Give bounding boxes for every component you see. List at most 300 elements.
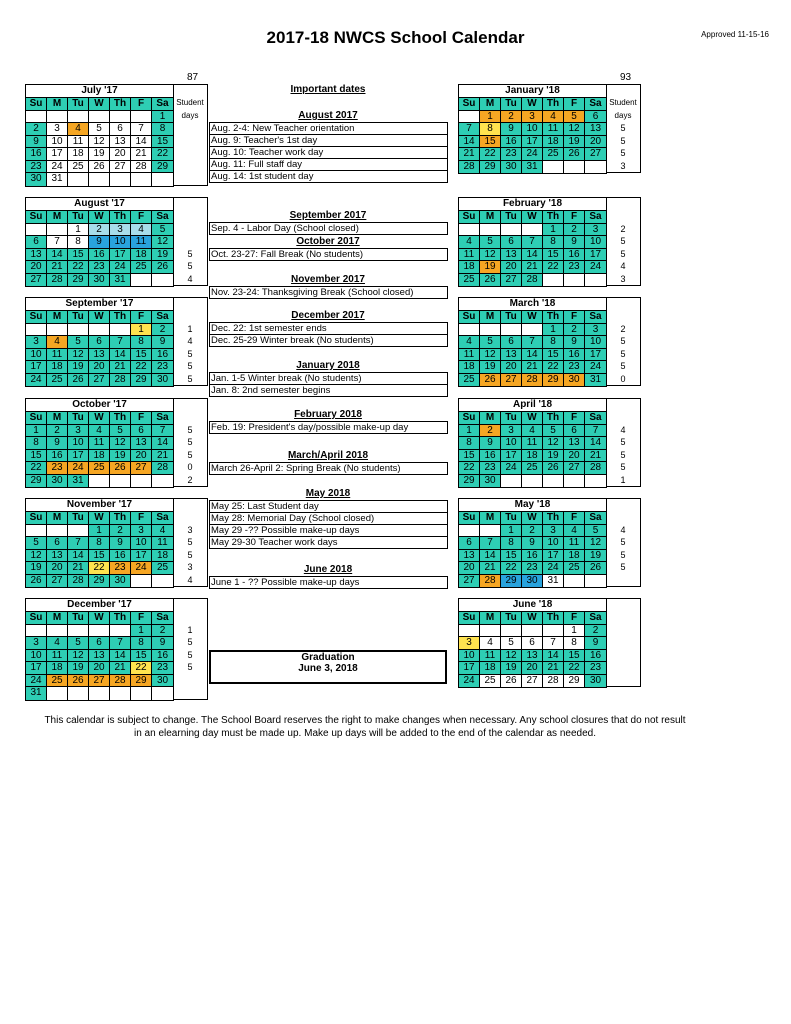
day-cell: 29 bbox=[501, 575, 522, 588]
day-cell: 3 bbox=[26, 336, 47, 349]
day-cell: 18 bbox=[68, 148, 89, 161]
student-days-value: 5 bbox=[620, 348, 626, 359]
day-cell: 8 bbox=[131, 336, 152, 349]
day-cell: 13 bbox=[89, 349, 110, 362]
weekday-header: Su bbox=[459, 98, 480, 111]
weekday-header: Tu bbox=[501, 211, 522, 224]
day-cell: 30 bbox=[564, 374, 585, 387]
day-cell: 14 bbox=[68, 550, 89, 563]
day-cell: 18 bbox=[47, 662, 68, 675]
day-cell bbox=[68, 525, 89, 538]
day-cell: 24 bbox=[131, 562, 152, 575]
day-cell: 7 bbox=[152, 425, 173, 438]
weekday-header: Th bbox=[543, 98, 564, 111]
day-cell: 1 bbox=[68, 224, 89, 237]
weekday-header: Su bbox=[26, 512, 47, 525]
day-cell: 22 bbox=[131, 361, 152, 374]
student-days-value: 5 bbox=[620, 148, 626, 158]
day-cell: 16 bbox=[522, 550, 543, 563]
day-cell: 17 bbox=[26, 361, 47, 374]
day-cell: 20 bbox=[459, 562, 480, 575]
day-cell: 2 bbox=[26, 123, 47, 136]
weekday-header: Th bbox=[543, 512, 564, 525]
day-cell: 4 bbox=[47, 637, 68, 650]
day-cell: 22 bbox=[26, 462, 47, 475]
student-days-value: 5 bbox=[187, 424, 193, 435]
weekday-header: Th bbox=[110, 211, 131, 224]
day-cell bbox=[564, 161, 585, 174]
student-days-value: 1 bbox=[187, 323, 193, 334]
day-cell: 12 bbox=[26, 550, 47, 563]
day-cell: 27 bbox=[47, 575, 68, 588]
graduation-title: Graduation bbox=[301, 652, 355, 663]
student-days-value: 5 bbox=[187, 437, 193, 447]
weekday-header: Su bbox=[26, 612, 47, 625]
day-cell: 29 bbox=[68, 274, 89, 287]
section-heading: October 2017 bbox=[296, 236, 360, 247]
event-item: Aug. 9: Teacher's 1st day bbox=[209, 134, 448, 147]
month-title: March '18 bbox=[459, 298, 606, 311]
graduation-box bbox=[209, 650, 447, 684]
weekday-header: Tu bbox=[68, 612, 89, 625]
weekday-header: Su bbox=[26, 98, 47, 111]
day-cell: 6 bbox=[501, 236, 522, 249]
month-calendar bbox=[25, 498, 174, 588]
day-cell: 20 bbox=[47, 562, 68, 575]
day-cell bbox=[26, 324, 47, 337]
day-cell: 1 bbox=[480, 111, 501, 124]
day-cell: 11 bbox=[543, 123, 564, 136]
student-days-value: 5 bbox=[620, 248, 626, 259]
day-cell: 18 bbox=[480, 662, 501, 675]
day-cell: 22 bbox=[480, 148, 501, 161]
day-cell: 18 bbox=[131, 249, 152, 262]
day-cell: 21 bbox=[110, 662, 131, 675]
total-days-right: 93 bbox=[620, 72, 632, 83]
day-cell: 9 bbox=[564, 236, 585, 249]
weekday-header: Su bbox=[459, 211, 480, 224]
day-cell: 24 bbox=[26, 675, 47, 688]
student-days-label bbox=[173, 611, 207, 624]
day-cell: 8 bbox=[459, 437, 480, 450]
day-cell: 13 bbox=[47, 550, 68, 563]
weekday-header: M bbox=[480, 612, 501, 625]
day-cell: 28 bbox=[522, 274, 543, 287]
student-days-value bbox=[173, 172, 207, 185]
day-cell: 8 bbox=[543, 236, 564, 249]
student-days-value: 3 bbox=[620, 160, 626, 171]
day-cell: 16 bbox=[26, 148, 47, 161]
student-days-column bbox=[173, 598, 208, 700]
day-cell: 14 bbox=[131, 136, 152, 149]
month-title: May '18 bbox=[459, 499, 606, 512]
weekday-header: Su bbox=[459, 612, 480, 625]
day-cell: 6 bbox=[585, 111, 606, 124]
day-cell: 26 bbox=[480, 274, 501, 287]
student-days-label bbox=[173, 511, 207, 524]
day-cell bbox=[110, 173, 131, 186]
day-cell bbox=[68, 687, 89, 700]
student-days-value: 4 bbox=[620, 424, 626, 435]
event-item: June 1 - ?? Possible make-up days bbox=[209, 576, 448, 589]
day-cell: 28 bbox=[522, 374, 543, 387]
student-days-value: 3 bbox=[187, 562, 193, 572]
day-cell: 31 bbox=[47, 173, 68, 186]
weekday-header: F bbox=[131, 512, 152, 525]
day-cell: 23 bbox=[110, 562, 131, 575]
day-cell: 10 bbox=[131, 537, 152, 550]
day-cell: 3 bbox=[585, 224, 606, 237]
day-cell: 21 bbox=[68, 562, 89, 575]
day-cell: 14 bbox=[543, 650, 564, 663]
day-cell: 10 bbox=[110, 236, 131, 249]
day-cell: 3 bbox=[110, 224, 131, 237]
day-cell: 13 bbox=[585, 123, 606, 136]
month-title: December '17 bbox=[26, 599, 173, 612]
day-cell: 24 bbox=[543, 562, 564, 575]
day-cell: 10 bbox=[26, 650, 47, 663]
day-cell: 23 bbox=[89, 261, 110, 274]
day-cell: 29 bbox=[480, 161, 501, 174]
day-cell bbox=[47, 687, 68, 700]
day-cell: 8 bbox=[480, 123, 501, 136]
day-cell bbox=[152, 475, 173, 488]
section-heading: May 2018 bbox=[305, 488, 351, 499]
day-cell: 16 bbox=[585, 650, 606, 663]
weekday-header: W bbox=[522, 311, 543, 324]
day-cell: 5 bbox=[480, 236, 501, 249]
day-cell: 21 bbox=[152, 450, 173, 463]
student-days-value: 5 bbox=[620, 562, 626, 572]
day-cell bbox=[543, 274, 564, 287]
day-cell: 4 bbox=[89, 425, 110, 438]
weekday-header: Sa bbox=[152, 311, 173, 324]
event-item: Sep. 4 - Labor Day (School closed) bbox=[209, 222, 448, 235]
student-days-value bbox=[173, 147, 207, 160]
day-cell: 21 bbox=[522, 361, 543, 374]
day-cell: 4 bbox=[152, 525, 173, 538]
month-title: July '17 bbox=[26, 85, 173, 98]
day-cell: 31 bbox=[585, 374, 606, 387]
day-cell: 13 bbox=[89, 650, 110, 663]
day-cell: 9 bbox=[89, 236, 110, 249]
day-cell: 5 bbox=[110, 425, 131, 438]
day-cell bbox=[68, 111, 89, 124]
student-days-label bbox=[173, 411, 207, 424]
day-cell bbox=[501, 324, 522, 337]
day-cell: 30 bbox=[152, 374, 173, 387]
day-cell: 27 bbox=[501, 374, 522, 387]
day-cell: 24 bbox=[26, 374, 47, 387]
student-days-value: 5 bbox=[187, 449, 193, 460]
weekday-header: Sa bbox=[152, 512, 173, 525]
day-cell: 1 bbox=[543, 324, 564, 337]
day-cell: 27 bbox=[564, 462, 585, 475]
day-cell: 12 bbox=[480, 249, 501, 262]
day-cell bbox=[480, 324, 501, 337]
day-cell: 16 bbox=[89, 249, 110, 262]
student-days-column bbox=[173, 498, 208, 587]
day-cell: 18 bbox=[459, 261, 480, 274]
day-cell bbox=[522, 475, 543, 488]
day-cell: 8 bbox=[501, 537, 522, 550]
important-dates-title: Important dates bbox=[290, 84, 366, 95]
day-cell: 13 bbox=[131, 437, 152, 450]
weekday-header: F bbox=[131, 98, 152, 111]
student-days-value bbox=[173, 135, 207, 148]
weekday-header: Tu bbox=[501, 612, 522, 625]
day-cell: 20 bbox=[501, 361, 522, 374]
day-cell bbox=[26, 111, 47, 124]
day-cell: 19 bbox=[480, 261, 501, 274]
student-days-value: 4 bbox=[187, 273, 193, 284]
student-days-value bbox=[173, 235, 207, 248]
weekday-header: Tu bbox=[501, 311, 522, 324]
day-cell: 21 bbox=[459, 148, 480, 161]
day-cell bbox=[47, 625, 68, 638]
day-cell: 11 bbox=[564, 537, 585, 550]
day-cell: 28 bbox=[47, 274, 68, 287]
day-cell: 16 bbox=[152, 650, 173, 663]
day-cell bbox=[564, 475, 585, 488]
day-cell: 13 bbox=[564, 437, 585, 450]
day-cell: 15 bbox=[131, 650, 152, 663]
weekday-header: Th bbox=[543, 612, 564, 625]
month-title: June '18 bbox=[459, 599, 606, 612]
event-item: March 26-April 2: Spring Break (No students) bbox=[209, 462, 448, 475]
day-cell: 19 bbox=[501, 662, 522, 675]
weekday-header: Tu bbox=[68, 211, 89, 224]
day-cell: 26 bbox=[585, 562, 606, 575]
weekday-header: Su bbox=[26, 311, 47, 324]
weekday-header: Th bbox=[110, 412, 131, 425]
student-days-value: 5 bbox=[187, 348, 193, 359]
day-cell: 24 bbox=[459, 675, 480, 688]
student-days-label bbox=[173, 210, 207, 223]
day-cell bbox=[110, 111, 131, 124]
day-cell bbox=[152, 687, 173, 700]
day-cell: 1 bbox=[459, 425, 480, 438]
day-cell: 23 bbox=[522, 562, 543, 575]
day-cell: 22 bbox=[564, 662, 585, 675]
approval-note: Approved 11-15-16 bbox=[701, 30, 769, 39]
day-cell: 9 bbox=[47, 437, 68, 450]
day-cell: 6 bbox=[459, 537, 480, 550]
student-days-value: 5 bbox=[620, 135, 626, 146]
weekday-header: Sa bbox=[585, 211, 606, 224]
student-days-value bbox=[173, 122, 207, 135]
day-cell: 22 bbox=[68, 261, 89, 274]
day-cell: 4 bbox=[68, 123, 89, 136]
day-cell bbox=[47, 525, 68, 538]
weekday-header: M bbox=[47, 412, 68, 425]
student-days-column bbox=[606, 598, 641, 687]
day-cell: 9 bbox=[564, 336, 585, 349]
day-cell bbox=[26, 625, 47, 638]
day-cell: 25 bbox=[543, 148, 564, 161]
day-cell: 10 bbox=[26, 349, 47, 362]
weekday-header: F bbox=[131, 612, 152, 625]
day-cell: 5 bbox=[68, 336, 89, 349]
student-days-value: 5 bbox=[187, 549, 193, 560]
day-cell bbox=[459, 111, 480, 124]
day-cell bbox=[47, 111, 68, 124]
student-days-value: 4 bbox=[620, 524, 626, 535]
day-cell bbox=[480, 224, 501, 237]
day-cell: 6 bbox=[564, 425, 585, 438]
student-days-column bbox=[606, 498, 641, 587]
weekday-header: W bbox=[89, 311, 110, 324]
day-cell: 6 bbox=[522, 637, 543, 650]
day-cell: 7 bbox=[522, 336, 543, 349]
day-cell: 24 bbox=[68, 462, 89, 475]
weekday-header: M bbox=[47, 211, 68, 224]
day-cell: 16 bbox=[501, 136, 522, 149]
day-cell bbox=[131, 575, 152, 588]
day-cell bbox=[110, 475, 131, 488]
weekday-header: Th bbox=[110, 612, 131, 625]
day-cell: 6 bbox=[131, 425, 152, 438]
day-cell: 16 bbox=[480, 450, 501, 463]
day-cell: 15 bbox=[89, 550, 110, 563]
student-days-value bbox=[606, 624, 640, 637]
graduation-date: June 3, 2018 bbox=[298, 663, 358, 674]
day-cell: 13 bbox=[26, 249, 47, 262]
day-cell: 17 bbox=[585, 349, 606, 362]
weekday-header: Th bbox=[110, 98, 131, 111]
section-heading: November 2017 bbox=[291, 274, 365, 285]
student-days-label bbox=[606, 511, 640, 524]
day-cell: 1 bbox=[543, 224, 564, 237]
day-cell: 12 bbox=[585, 537, 606, 550]
day-cell: 30 bbox=[47, 475, 68, 488]
day-cell: 27 bbox=[89, 675, 110, 688]
day-cell: 30 bbox=[110, 575, 131, 588]
weekday-header: Su bbox=[459, 512, 480, 525]
day-cell: 21 bbox=[522, 261, 543, 274]
weekday-header: Tu bbox=[68, 412, 89, 425]
day-cell: 28 bbox=[110, 675, 131, 688]
student-days-value: 5 bbox=[187, 662, 193, 672]
student-days-value: 4 bbox=[620, 261, 626, 271]
day-cell bbox=[564, 274, 585, 287]
weekday-header: Tu bbox=[501, 98, 522, 111]
day-cell: 15 bbox=[480, 136, 501, 149]
day-cell: 19 bbox=[89, 148, 110, 161]
day-cell: 17 bbox=[501, 450, 522, 463]
day-cell bbox=[152, 575, 173, 588]
day-cell: 29 bbox=[543, 374, 564, 387]
day-cell bbox=[89, 324, 110, 337]
day-cell bbox=[564, 575, 585, 588]
day-cell: 3 bbox=[68, 425, 89, 438]
month-calendar bbox=[458, 498, 607, 588]
day-cell: 11 bbox=[152, 537, 173, 550]
day-cell: 21 bbox=[480, 562, 501, 575]
day-cell: 17 bbox=[47, 148, 68, 161]
day-cell: 22 bbox=[543, 361, 564, 374]
day-cell bbox=[131, 111, 152, 124]
day-cell: 3 bbox=[47, 123, 68, 136]
day-cell: 11 bbox=[459, 249, 480, 262]
day-cell: 1 bbox=[152, 111, 173, 124]
day-cell: 19 bbox=[26, 562, 47, 575]
day-cell: 17 bbox=[459, 662, 480, 675]
day-cell: 19 bbox=[585, 550, 606, 563]
day-cell: 9 bbox=[110, 537, 131, 550]
day-cell: 25 bbox=[131, 261, 152, 274]
day-cell: 18 bbox=[543, 136, 564, 149]
student-days-value: 4 bbox=[187, 574, 193, 585]
weekday-header: Sa bbox=[585, 412, 606, 425]
weekday-header: W bbox=[89, 512, 110, 525]
weekday-header: M bbox=[480, 512, 501, 525]
day-cell: 26 bbox=[68, 675, 89, 688]
day-cell: 21 bbox=[543, 662, 564, 675]
day-cell: 20 bbox=[585, 136, 606, 149]
day-cell: 10 bbox=[47, 136, 68, 149]
day-cell: 15 bbox=[131, 349, 152, 362]
day-cell bbox=[522, 324, 543, 337]
weekday-header: M bbox=[47, 612, 68, 625]
weekday-header: W bbox=[89, 98, 110, 111]
day-cell: 10 bbox=[585, 336, 606, 349]
student-days-value bbox=[173, 160, 207, 173]
weekday-header: W bbox=[89, 412, 110, 425]
event-item: May 25: Last Student day bbox=[209, 500, 448, 513]
day-cell: 4 bbox=[480, 637, 501, 650]
day-cell bbox=[522, 224, 543, 237]
day-cell: 11 bbox=[89, 437, 110, 450]
weekday-header: Sa bbox=[152, 612, 173, 625]
student-days-label bbox=[606, 210, 640, 223]
day-cell: 12 bbox=[89, 136, 110, 149]
day-cell bbox=[459, 525, 480, 538]
day-cell: 7 bbox=[459, 123, 480, 136]
student-days-column bbox=[173, 398, 208, 487]
day-cell bbox=[110, 324, 131, 337]
day-cell: 23 bbox=[480, 462, 501, 475]
student-days-value bbox=[173, 223, 207, 236]
weekday-header: Sa bbox=[585, 311, 606, 324]
event-item: Nov. 23-24: Thanksgiving Break (School closed) bbox=[209, 286, 448, 299]
weekday-header: F bbox=[564, 612, 585, 625]
day-cell: 27 bbox=[26, 274, 47, 287]
day-cell: 28 bbox=[480, 575, 501, 588]
event-item: Aug. 2-4: New Teacher orientation bbox=[209, 122, 448, 135]
day-cell: 2 bbox=[585, 625, 606, 638]
day-cell: 30 bbox=[522, 575, 543, 588]
weekday-header: Su bbox=[26, 412, 47, 425]
weekday-header: Th bbox=[543, 412, 564, 425]
day-cell bbox=[68, 324, 89, 337]
day-cell: 2 bbox=[89, 224, 110, 237]
student-days-value bbox=[606, 636, 640, 649]
day-cell bbox=[501, 475, 522, 488]
day-cell: 2 bbox=[152, 324, 173, 337]
student-days-value: 1 bbox=[620, 474, 626, 485]
student-days-value: 3 bbox=[187, 524, 193, 535]
day-cell: 14 bbox=[47, 249, 68, 262]
month-calendar bbox=[25, 84, 174, 187]
month-calendar bbox=[458, 598, 607, 688]
day-cell: 11 bbox=[480, 650, 501, 663]
day-cell: 12 bbox=[501, 650, 522, 663]
day-cell bbox=[47, 324, 68, 337]
day-cell: 29 bbox=[89, 575, 110, 588]
day-cell: 4 bbox=[522, 425, 543, 438]
day-cell: 17 bbox=[585, 249, 606, 262]
